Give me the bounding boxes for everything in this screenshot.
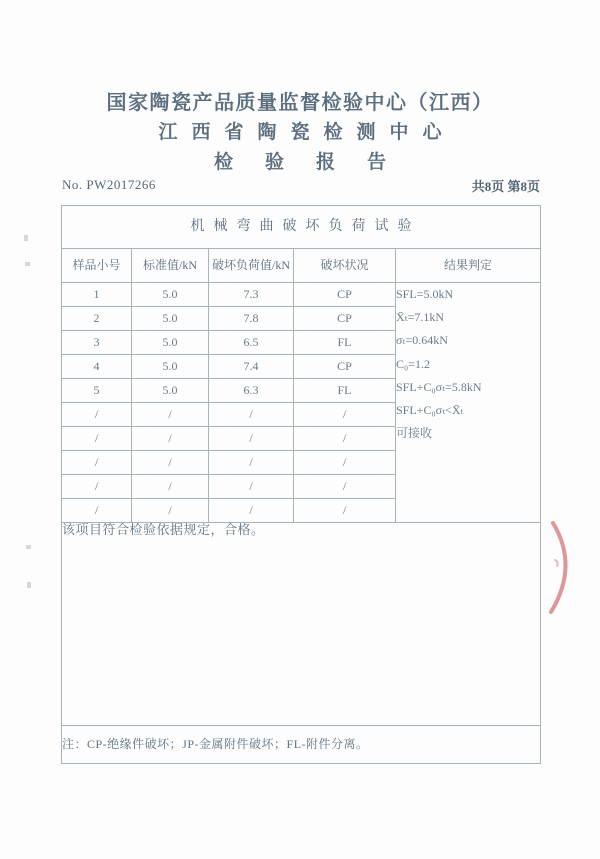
report-title: 检验报告 [213, 152, 418, 173]
org-name-line2: 江西省陶瓷检测中心 [158, 122, 456, 143]
cell-condition: / [294, 499, 396, 523]
cell-condition: / [294, 475, 396, 499]
cell-standard: 5.0 [132, 379, 209, 403]
result-line: C₀=1.2 [396, 356, 430, 371]
column-header-standard: 标准值/kN [132, 249, 209, 283]
result-line: SFL+C₀σₜ<X̄ₜ [396, 402, 464, 417]
cell-sample-no: 1 [62, 283, 132, 307]
seal-arc [551, 523, 566, 612]
cell-sample-no: / [62, 475, 132, 499]
cell-load: 7.4 [209, 355, 294, 379]
conclusion-row [62, 523, 541, 726]
cell-condition: FL [294, 379, 396, 403]
column-header-judgment: 结果判定 [396, 249, 541, 283]
cell-standard: 5.0 [132, 331, 209, 355]
org-name-line1: 国家陶瓷产品质量监督检验中心（江西） [106, 92, 494, 114]
cell-load: / [209, 403, 294, 427]
cell-standard: / [132, 475, 209, 499]
cell-condition: / [294, 427, 396, 451]
table-title-row [62, 206, 541, 249]
column-header-condition: 破坏状况 [294, 249, 396, 283]
cell-standard: / [132, 427, 209, 451]
legend-note-text: 注：CP-绝缘件破坏；JP-金属附件破坏；FL-附件分离。 [62, 726, 541, 764]
cell-load: / [209, 499, 294, 523]
result-judgment-cell [396, 283, 541, 523]
cell-load: 7.8 [209, 307, 294, 331]
result-line: SFL=5.0kN [396, 287, 454, 301]
cell-load: 7.3 [209, 283, 294, 307]
cell-load: 6.3 [209, 379, 294, 403]
cell-condition: CP [294, 307, 396, 331]
cell-standard: 5.0 [132, 283, 209, 307]
margin-mark [27, 582, 31, 588]
cell-condition: / [294, 403, 396, 427]
margin-mark [26, 545, 31, 549]
cell-load: 6.5 [209, 331, 294, 355]
cell-load: / [209, 451, 294, 475]
cell-load: / [209, 475, 294, 499]
column-header-sample-no: 样品小号 [62, 249, 132, 283]
cell-load: / [209, 427, 294, 451]
cell-condition: CP [294, 283, 396, 307]
margin-mark [24, 235, 28, 241]
cell-condition: FL [294, 331, 396, 355]
margin-mark [25, 262, 30, 266]
result-line: σₜ=0.64kN [396, 333, 448, 348]
cell-standard: / [132, 451, 209, 475]
column-header-failing-load: 破坏负荷值/kN [209, 249, 294, 283]
cell-standard: 5.0 [132, 355, 209, 379]
table-header-row [62, 249, 541, 283]
seal-fragment [555, 560, 558, 566]
cell-sample-no: 5 [62, 379, 132, 403]
cell-standard: / [132, 403, 209, 427]
cell-sample-no: 3 [62, 331, 132, 355]
result-line: X̄ₜ=7.1kN [396, 310, 445, 325]
cell-sample-no: 2 [62, 307, 132, 331]
cell-sample-no: 4 [62, 355, 132, 379]
result-line: 可接收 [396, 426, 433, 441]
cell-sample-no: / [62, 403, 132, 427]
table-title: 机械弯曲破坏负荷试验 [62, 206, 541, 249]
table-row [62, 283, 541, 307]
cell-sample-no: / [62, 499, 132, 523]
cell-condition: / [294, 451, 396, 475]
red-seal-partial-icon [542, 516, 582, 618]
cell-sample-no: / [62, 451, 132, 475]
cell-condition: CP [294, 355, 396, 379]
cell-standard: 5.0 [132, 307, 209, 331]
result-line: SFL+C₀σₜ=5.8kN [396, 379, 482, 394]
conclusion-text: 该项目符合检验依据规定，合格。 [62, 523, 541, 726]
report-number: No. PW2017266 [62, 177, 156, 192]
cell-sample-no: / [62, 427, 132, 451]
note-row [62, 726, 541, 764]
test-result-table [61, 205, 541, 764]
cell-standard: / [132, 499, 209, 523]
page-indicator: 共8页 第8页 [471, 179, 540, 194]
